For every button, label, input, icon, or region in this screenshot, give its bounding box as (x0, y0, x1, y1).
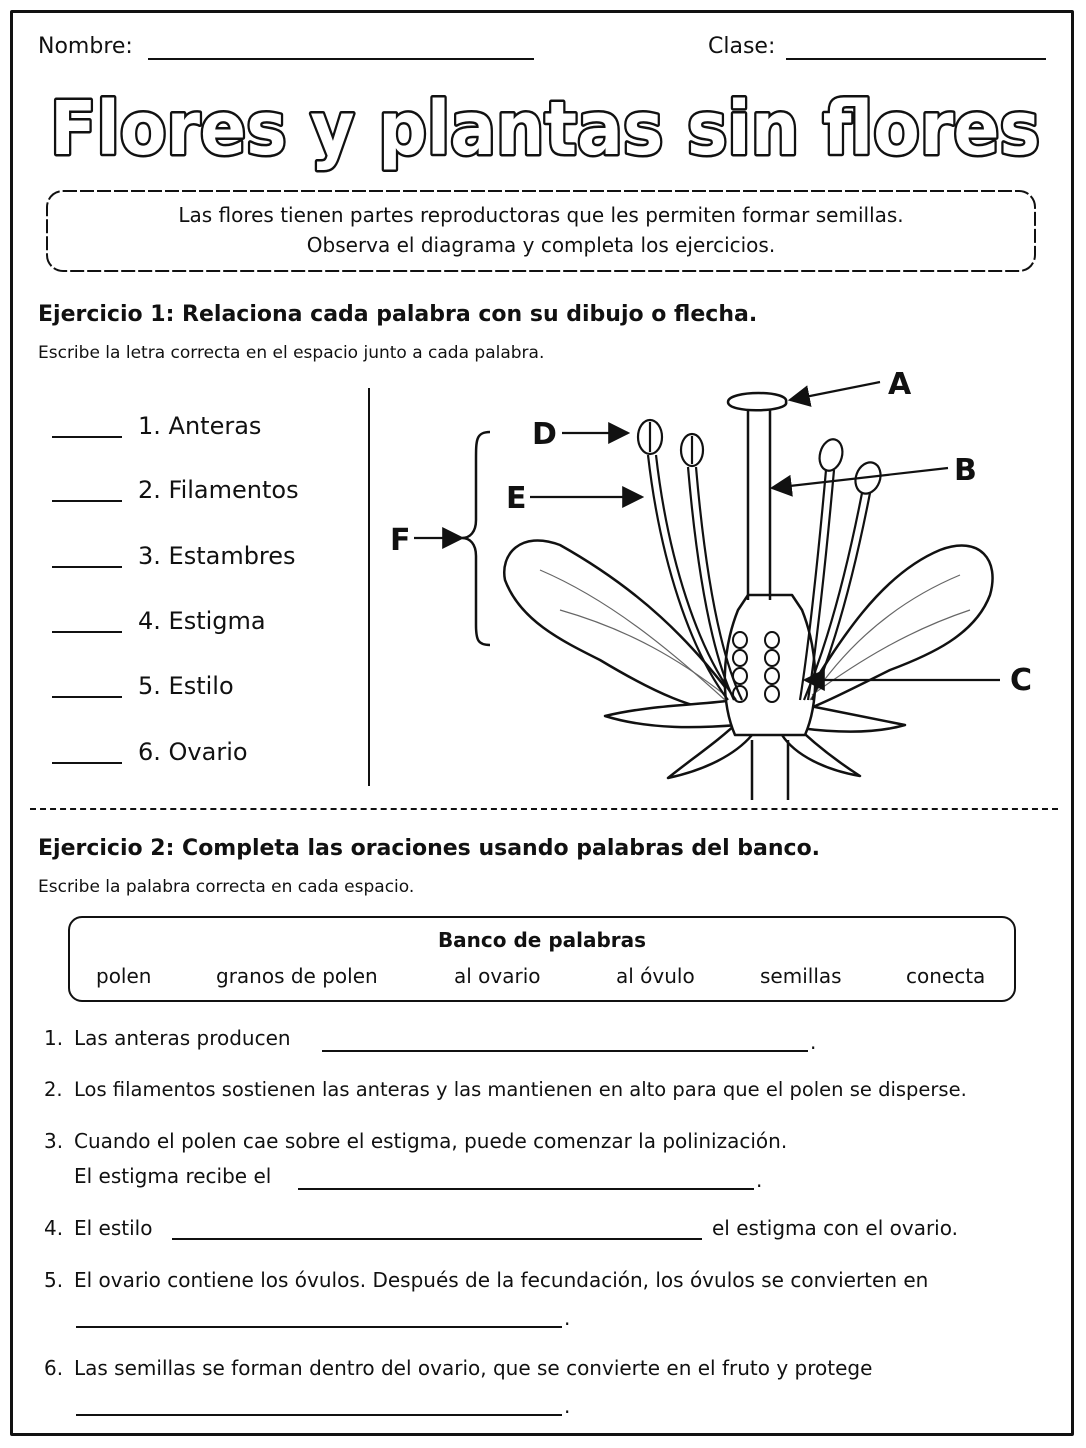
sentence-3-line-2 (74, 1164, 271, 1188)
flower-diagram (380, 360, 1060, 810)
word-bank-title: Banco de palabras (437, 928, 647, 952)
period: . (564, 1306, 571, 1330)
sentence-5 (44, 1268, 928, 1292)
sentence-number: 6. (44, 1356, 64, 1380)
match-label: 4. Estigma (138, 607, 266, 635)
period: . (810, 1030, 817, 1054)
page-title-text: Flores y plantas sin flores (50, 86, 1040, 172)
match-item (52, 670, 352, 710)
stigma (728, 393, 786, 410)
bank-word: al ovario (454, 964, 541, 988)
answer-blank[interactable] (52, 696, 122, 698)
sentence-2 (44, 1078, 967, 1101)
page-title (40, 76, 1050, 186)
answer-blank[interactable] (52, 631, 122, 633)
style (748, 410, 770, 600)
answer-line[interactable] (76, 1326, 562, 1328)
bracket-f (462, 432, 490, 645)
sentence-4 (44, 1216, 152, 1240)
match-item (52, 410, 352, 450)
intro-line-1: Las flores tienen partes reproductoras que les permiten formar semillas. (178, 203, 904, 227)
match-label: 6. Ovario (138, 738, 248, 766)
period: . (564, 1394, 571, 1418)
label-e: E (506, 481, 527, 516)
label-d: D (532, 417, 557, 452)
match-label: 3. Estambres (138, 542, 296, 570)
sentence-6 (44, 1356, 872, 1380)
answer-blank[interactable] (52, 436, 122, 438)
sepal (800, 705, 905, 732)
match-label: 2. Filamentos (138, 476, 299, 504)
label-f: F (390, 523, 411, 558)
sentence-text: El estigma recibe el (74, 1164, 272, 1188)
exercise1-subtitle: Escribe la letra correcta en el espacio junto a cada palabra. (38, 343, 545, 363)
bank-word: granos de polen (216, 964, 378, 988)
match-label: 5. Estilo (138, 672, 234, 700)
sentence-text: el estigma con el ovario. (712, 1216, 958, 1240)
name-field[interactable] (148, 58, 534, 60)
class-label: Clase: (708, 34, 776, 59)
answer-line[interactable] (76, 1414, 562, 1416)
bank-word: semillas (760, 964, 842, 988)
sentence-number: 5. (44, 1268, 64, 1292)
match-item (52, 474, 352, 514)
answer-line[interactable] (298, 1188, 754, 1190)
bank-word: conecta (906, 964, 986, 988)
label-b: B (954, 453, 977, 488)
match-item (52, 605, 352, 645)
sentence-4-end (712, 1216, 958, 1240)
intro-line-2: Observa el diagrama y completa los ejercicios. (306, 233, 776, 257)
bank-word: polen (96, 964, 152, 988)
match-label: 1. Anteras (138, 412, 262, 440)
answer-blank[interactable] (52, 762, 122, 764)
divider (368, 388, 370, 786)
period: . (756, 1168, 763, 1192)
bank-word: al óvulo (616, 964, 695, 988)
match-item (52, 736, 352, 776)
sentence-number: 1. (44, 1026, 64, 1050)
stem (752, 740, 788, 800)
answer-blank[interactable] (52, 500, 122, 502)
sentence-1 (44, 1026, 291, 1050)
answer-line[interactable] (322, 1050, 808, 1052)
sentence-text: Los filamentos sostienen las anteras y las mantienen en alto para que el polen se disperse. (74, 1078, 967, 1101)
sentence-number: 2. (44, 1078, 63, 1101)
sentence-number: 3. (44, 1129, 64, 1153)
name-label: Nombre: (38, 34, 133, 59)
intro-text (44, 200, 1038, 260)
match-item (52, 540, 352, 580)
sentence-text: Las semillas se forman dentro del ovario, que se convierte en el fruto y protege (74, 1356, 873, 1380)
section-divider (30, 808, 1058, 810)
sentence-number: 4. (44, 1216, 64, 1240)
class-field[interactable] (786, 58, 1046, 60)
sepal (605, 700, 738, 727)
sentence-text: El ovario contiene los óvulos. Después de la fecundación, los óvulos se convierten en (74, 1268, 929, 1292)
label-c: C (1010, 663, 1033, 698)
label-a: A (888, 367, 912, 402)
exercise1-title: Ejercicio 1: Relaciona cada palabra con su dibujo o flecha. (38, 302, 758, 327)
sentence-text: Cuando el polen cae sobre el estigma, puede comenzar la polinización. (74, 1129, 788, 1153)
sentence-text: Las anteras producen (74, 1026, 291, 1050)
answer-line[interactable] (172, 1238, 702, 1240)
word-bank (68, 916, 1016, 1002)
answer-blank[interactable] (52, 566, 122, 568)
sentence-text: El estilo (74, 1216, 153, 1240)
sentence-3 (44, 1129, 787, 1153)
arrow-a (790, 382, 880, 400)
exercise2-subtitle: Escribe la palabra correcta en cada espacio. (38, 877, 415, 897)
exercise2-title: Ejercicio 2: Completa las oraciones usando palabras del banco. (38, 836, 821, 861)
